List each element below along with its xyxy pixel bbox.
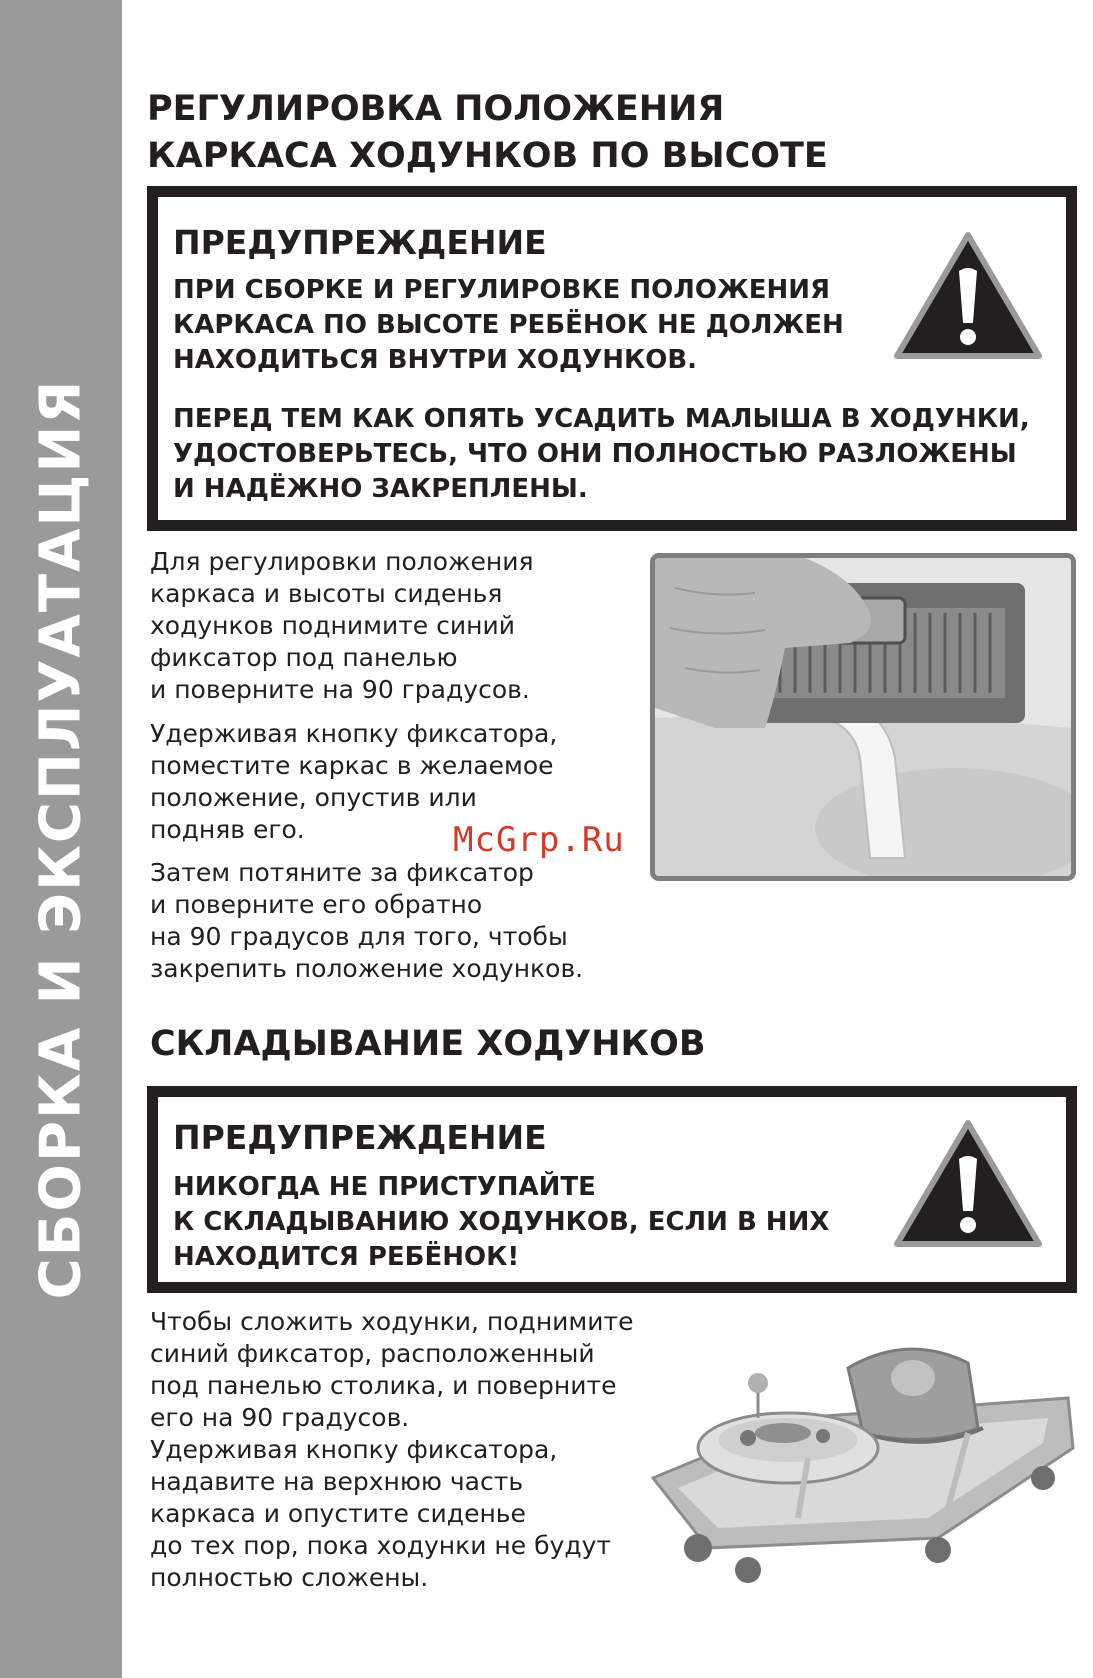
text-line: под панелью столика, и поверните [150, 1371, 617, 1400]
section-title-height-adjustment [147, 86, 1047, 180]
text-line: синий фиксатор, расположенный [150, 1339, 595, 1368]
text-line: до тех пор, пока ходунки не будут [150, 1531, 611, 1560]
text-line: Удерживая кнопку фиксатора, [150, 719, 558, 748]
warning-triangle-icon [893, 229, 1043, 362]
warning-text [173, 273, 844, 378]
warning-line: УДОСТОВЕРЬТЕСЬ, ЧТО ОНИ ПОЛНОСТЬЮ РАЗЛОЖЕНЫ [173, 439, 1017, 469]
warning-line: КАРКАСА ПО ВЫСОТЕ РЕБЁНОК НЕ ДОЛЖЕН [173, 310, 844, 340]
warning-line: К СКЛАДЫВАНИЮ ХОДУНКОВ, ЕСЛИ В НИХ [173, 1207, 830, 1237]
text-line: поместите каркас в желаемое [150, 751, 554, 780]
text-line: фиксатор под панелью [150, 643, 458, 672]
baby-walker-illustration [648, 1338, 1080, 1585]
hand-latch-illustration [655, 558, 1071, 876]
sidebar-label: СБОРКА И ЭКСПЛУАТАЦИЯ [28, 378, 94, 1300]
text-line: Чтобы сложить ходунки, поднимите [150, 1307, 634, 1336]
warning-line: НАХОДИТЬСЯ ВНУТРИ ХОДУНКОВ. [173, 345, 698, 375]
warning-triangle-icon [893, 1117, 1043, 1250]
text-line: положение, опустив или [150, 783, 477, 812]
warning-title: ПРЕДУПРЕЖДЕНИЕ [173, 223, 547, 262]
title-line: РЕГУЛИРОВКА ПОЛОЖЕНИЯ [147, 89, 725, 129]
text-line: надавите на верхнюю часть [150, 1467, 524, 1496]
text-line: полностью сложены. [150, 1563, 429, 1592]
warning-box-folding [147, 1086, 1077, 1293]
warning-text [173, 402, 1030, 507]
instruction-paragraph [150, 857, 583, 985]
instruction-paragraph [150, 546, 534, 706]
walker-photo [648, 1338, 1080, 1585]
warning-box-adjustment [147, 186, 1077, 531]
text-line: Для регулировки положения [150, 547, 534, 576]
warning-line: И НАДЁЖНО ЗАКРЕПЛЕНЫ. [173, 474, 588, 504]
text-line: на 90 градусов для того, чтобы [150, 922, 568, 951]
text-line: каркаса и высоты сиденья [150, 579, 503, 608]
text-line: Удерживая кнопку фиксатора, [150, 1435, 558, 1464]
warning-line: НАХОДИТСЯ РЕБЁНОК! [173, 1242, 520, 1272]
text-line: Затем потяните за фиксатор [150, 858, 534, 887]
watermark: McGrp.Ru [453, 820, 625, 860]
text-line: и поверните его обратно [150, 890, 483, 919]
warning-title: ПРЕДУПРЕЖДЕНИЕ [173, 1118, 547, 1157]
warning-line: НИКОГДА НЕ ПРИСТУПАЙТЕ [173, 1172, 596, 1202]
text-line: ходунков поднимите синий [150, 611, 515, 640]
warning-text [173, 1170, 829, 1275]
warning-line: ПЕРЕД ТЕМ КАК ОПЯТЬ УСАДИТЬ МАЛЫША В ХОДУНКИ, [173, 404, 1030, 434]
sidebar [0, 0, 122, 1678]
section-title-folding: СКЛАДЫВАНИЕ ХОДУНКОВ [150, 1024, 706, 1064]
text-line: его на 90 градусов. [150, 1403, 410, 1432]
instruction-paragraph [150, 1306, 633, 1594]
title-line: КАРКАСА ХОДУНКОВ ПО ВЫСОТЕ [147, 136, 828, 176]
latch-photo [650, 553, 1076, 881]
text-line: и поверните на 90 градусов. [150, 675, 530, 704]
text-line: подняв его. [150, 815, 305, 844]
text-line: закрепить положение ходунков. [150, 954, 584, 983]
warning-line: ПРИ СБОРКЕ И РЕГУЛИРОВКЕ ПОЛОЖЕНИЯ [173, 275, 831, 305]
text-line: каркаса и опустите сиденье [150, 1499, 526, 1528]
